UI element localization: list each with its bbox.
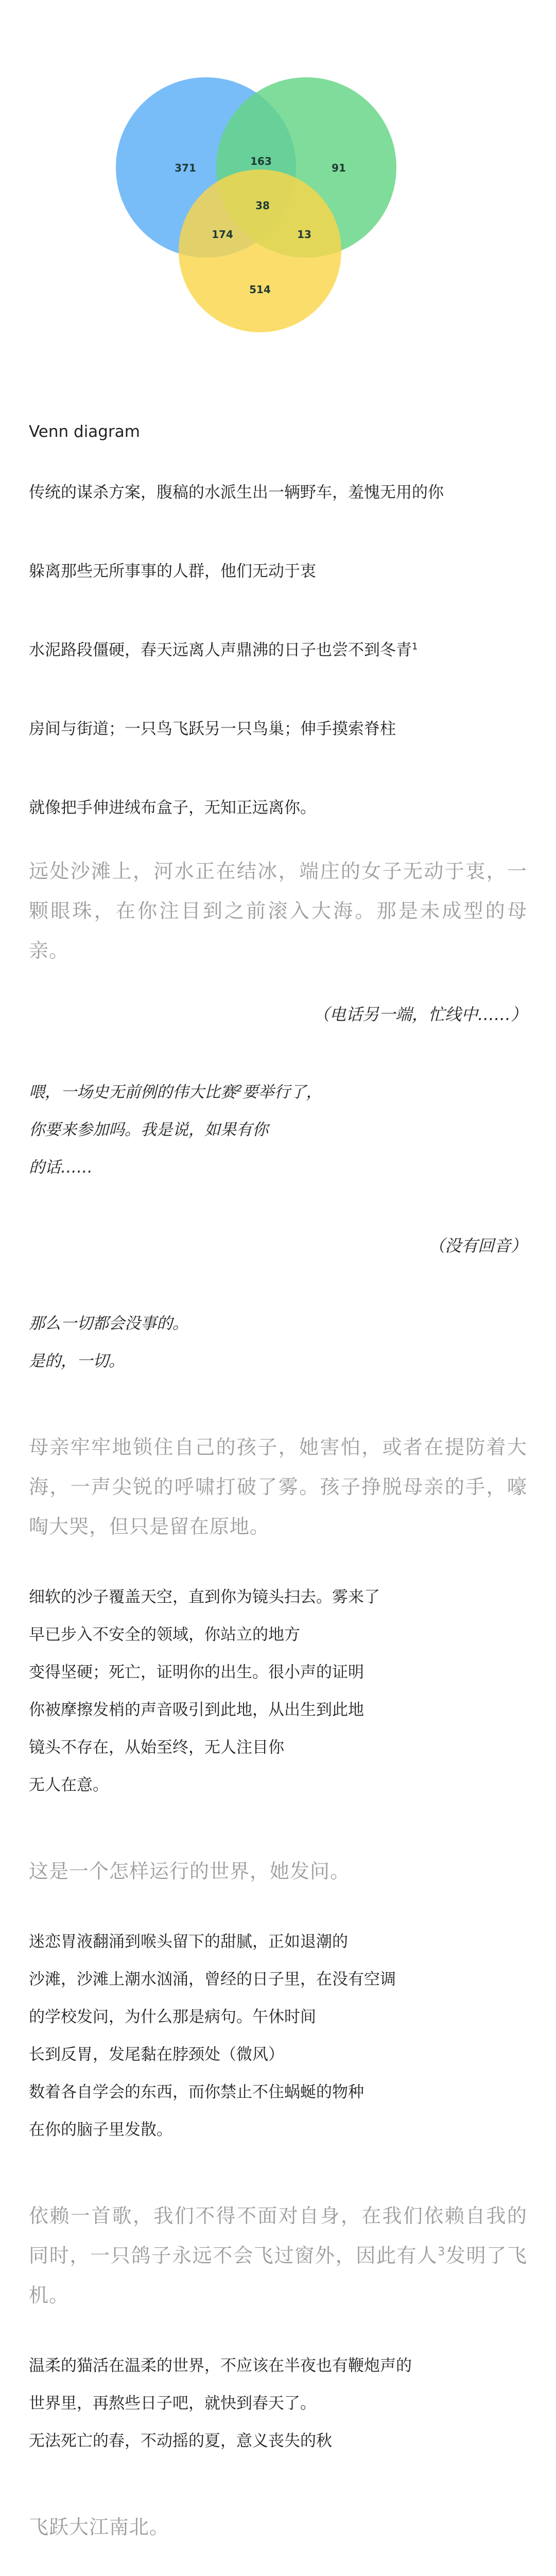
- venn-label-bc-only: 13: [297, 228, 311, 241]
- gray-paragraph-4: [29, 2196, 527, 2315]
- poem2-line-4: 你被摩擦发梢的声音吸引到此地，从出生到此地: [29, 1701, 364, 1719]
- venn-label-abc: 38: [255, 199, 270, 212]
- gray-paragraph-1: 远处沙滩上，河水正在结冰，端庄的女子无动于衷，一颗眼珠，在你注目到之前滚入大海。那是未成型的母亲。: [29, 860, 527, 962]
- reply-verse: [29, 1305, 527, 1380]
- call-line-1b: 要举行了，: [242, 1083, 322, 1101]
- poem3-line-6: 在你的脑子里发散。: [29, 2121, 172, 2139]
- call-line-2: 你要来参加吗。我是说，如果有你: [29, 1121, 268, 1139]
- poem1-line-3-text: 水泥路段僵硬，春天远离人声鼎沸的日子也尝不到冬青: [29, 641, 412, 659]
- venn-label-a-only: 371: [175, 162, 196, 174]
- venn-caption: Venn diagram: [29, 422, 140, 441]
- poem2-line-5: 镜头不存在，从始至终，无人注目你: [29, 1738, 284, 1757]
- poem3-line-4: 长到反胃，发尾黏在脖颈处（微风）: [29, 2045, 284, 2064]
- poem2-line-3: 变得坚硬；死亡，证明你的出生。很小声的证明: [29, 1663, 364, 1682]
- poem4-line-1: 温柔的猫活在温柔的世界，不应该在半夜也有鞭炮声的: [29, 2357, 412, 2375]
- call-line-1: [29, 1074, 527, 1111]
- poem1-line-5: 就像把手伸进绒布盒子，无知正远离你。: [29, 799, 316, 817]
- reply-line-2: 是的，一切。: [29, 1352, 125, 1370]
- poem2-line-1: 细软的沙子覆盖天空，直到你为镜头扫去。雾来了: [29, 1588, 380, 1606]
- poem4-line-3: 无法死亡的春，不动摇的夏，意义丧失的秋: [29, 2432, 332, 2450]
- venn-svg: [0, 0, 556, 371]
- poem2-line-2: 早已步入不安全的领域，你站立的地方: [29, 1625, 300, 1644]
- gray4-text-b: 发明了飞机。: [29, 2244, 527, 2307]
- poem2-verse: [29, 1579, 527, 1804]
- poem1-line-3: [29, 638, 527, 662]
- venn-label-ac-only: 174: [212, 228, 233, 241]
- gray-paragraph-3: 这是一个怎样运行的世界，她发问。: [29, 1860, 351, 1883]
- footnote-marker-1: 1: [412, 641, 418, 652]
- call-line-3: 的话……: [29, 1158, 93, 1177]
- phone-note: （电话另一端，忙线中……）: [312, 1005, 527, 1024]
- poem3-line-2: 沙滩，沙滩上潮水汹涌，曾经的日子里，在没有空调: [29, 1970, 396, 1989]
- no-echo-note: （没有回音）: [428, 1236, 527, 1256]
- venn-label-b-only: 91: [332, 162, 346, 174]
- footnote-marker-3: 3: [438, 2245, 446, 2259]
- call-verse: [29, 1074, 527, 1187]
- poem3-line-1: 迷恋胃液翻涌到喉头留下的甜腻，正如退潮的: [29, 1933, 348, 1951]
- poem1-line-2: 躲离那些无所事事的人群，他们无动于衷: [29, 562, 316, 581]
- article-body: [29, 420, 527, 2576]
- poem2-line-6: 无人在意。: [29, 1776, 109, 1794]
- poem1-line-4: 房间与街道；一只鸟飞跃另一只鸟巢；伸手摸索脊柱: [29, 720, 396, 738]
- poem3-line-3: 的学校发问，为什么那是病句。午休时间: [29, 2008, 316, 2026]
- poem4-line-2: 世界里，再熬些日子吧，就快到春天了。: [29, 2394, 316, 2413]
- call-line-1a: 喂，一场史无前例的伟大比赛: [29, 1083, 236, 1101]
- gray4-text-a: 依赖一首歌，我们不得不面对自身，在我们依赖自我的同时，一只鸽子永远不会飞过窗外，因此有人: [29, 2205, 527, 2267]
- venn-label-ab-only: 163: [250, 155, 272, 167]
- gray-paragraph-5: 飞跃大江南北。: [29, 2516, 170, 2538]
- gray-paragraph-2: 母亲牢牢地锁住自己的孩子，她害怕，或者在提防着大海，一声尖锐的呼啸打破了雾。孩子挣脱母亲的手，嚎啕大哭，但只是留在原地。: [29, 1436, 527, 1538]
- poem4-verse: [29, 2347, 527, 2460]
- footnote-marker-2: 2: [236, 1083, 242, 1094]
- venn-circle-c: [179, 170, 341, 332]
- venn-diagram: [0, 0, 556, 371]
- poem3-verse: [29, 1923, 527, 2149]
- poem3-line-5: 数着各自学会的东西，而你禁止不住蜗蜒的物种: [29, 2083, 364, 2102]
- poem1-line-1: 传统的谋杀方案，腹稿的水派生出一辆野车，羞愧无用的你: [29, 483, 444, 502]
- venn-label-c-only: 514: [249, 283, 271, 296]
- reply-line-1: 那么一切都会没事的。: [29, 1314, 188, 1333]
